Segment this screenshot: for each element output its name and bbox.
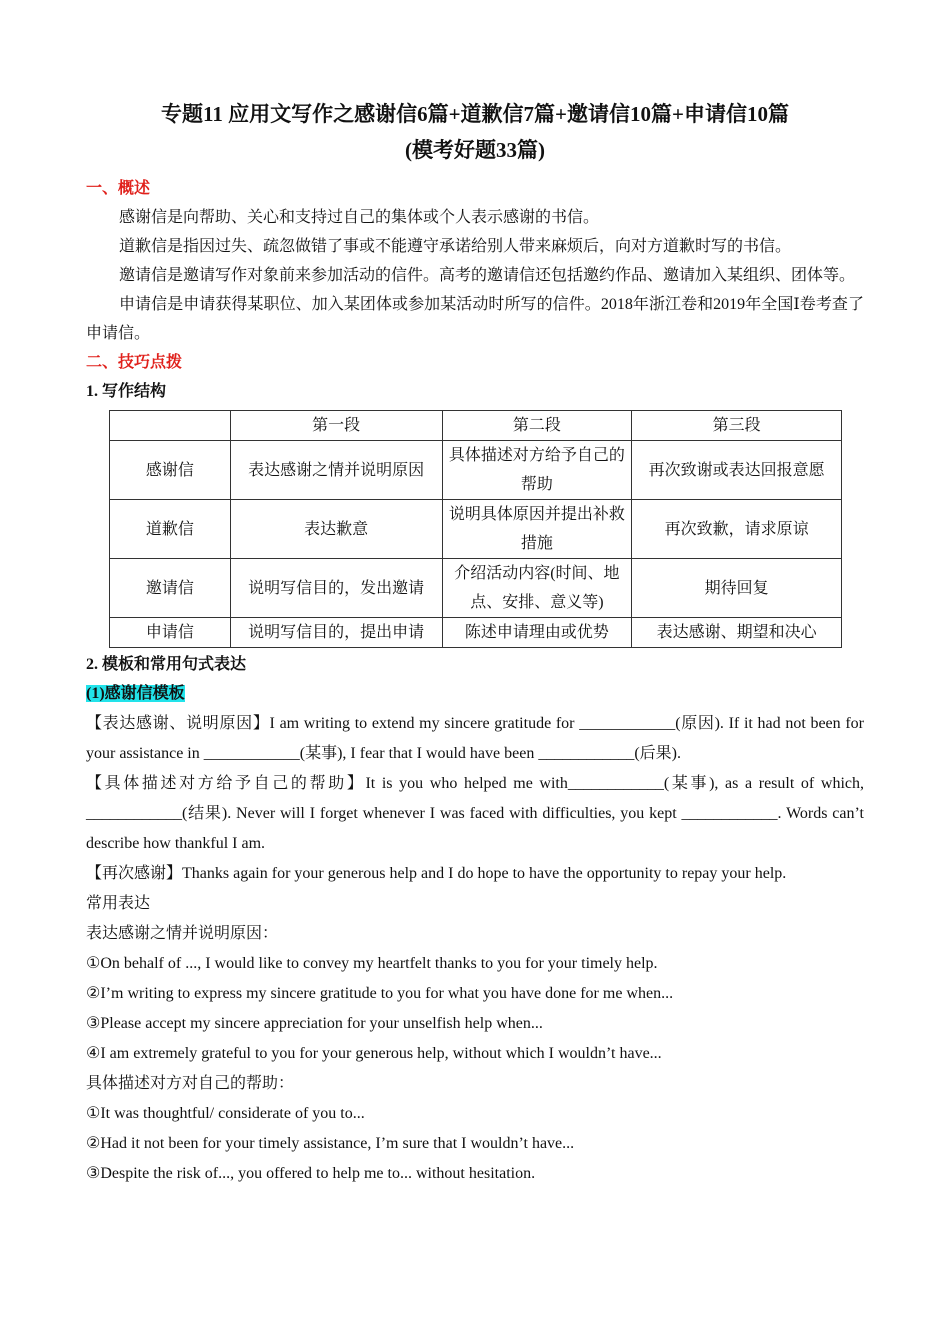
sub-heading-templates: 2. 模板和常用句式表达 xyxy=(86,656,247,673)
section2-heading: 二、技巧点拨 xyxy=(86,354,183,371)
table-cell: 期待回复 xyxy=(632,559,842,618)
common-expressions-label: 常用表达 xyxy=(86,895,151,912)
para-invitation-def: 邀请信是邀请写作对象前来参加活动的信件。高考的邀请信还包括邀约作品、邀请加入某组织、团体等。 xyxy=(119,267,856,284)
table-cell: 感谢信 xyxy=(110,441,231,500)
para-application-def: 申请信是申请获得某职位、加入某团体或参加某活动时所写的信件。2018年浙江卷和2019年全国Ⅰ卷考查了申请信。 xyxy=(86,296,864,342)
table-cell: 说明写信目的，发出邀请 xyxy=(230,559,442,618)
table-cell: 再次致谢或表达回报意愿 xyxy=(632,441,842,500)
table-row xyxy=(110,618,842,648)
sub-heading-structure: 1. 写作结构 xyxy=(86,383,167,400)
table-header-cell xyxy=(110,411,231,441)
table-header-cell: 第三段 xyxy=(632,411,842,441)
para-apology-def: 道歉信是指因过失、疏忽做错了事或不能遵守承诺给别人带来麻烦后，向对方道歉时写的书信。 xyxy=(119,238,792,255)
template-label-wrap xyxy=(86,679,864,709)
table-cell: 表达感谢之情并说明原因 xyxy=(230,441,442,500)
expression-item: ③Please accept my sincere appreciation for your unselfish help when... xyxy=(86,1015,543,1032)
group2-label: 具体描述对方对自己的帮助： xyxy=(86,1075,295,1092)
table-cell: 再次致歉，请求原谅 xyxy=(632,500,842,559)
document-page xyxy=(86,96,864,1189)
group1-label: 表达感谢之情并说明原因： xyxy=(86,925,279,942)
template-line: 【具体描述对方给予自己的帮助】It is you who helped me with____________(某事), as a result of which, ____________(结果). Never will I forget whenever I was faced with difficulties, you kept ____________. Words can’t describe how thankful I am. xyxy=(86,775,864,852)
structure-table xyxy=(109,410,842,648)
template-line: 【再次感谢】Thanks again for your generous help and I do hope to have the opportunity to repay your help. xyxy=(86,865,787,882)
table-cell: 说明写信目的，提出申请 xyxy=(230,618,442,648)
table-header-row xyxy=(110,411,842,441)
table-cell: 表达感谢、期望和决心 xyxy=(632,618,842,648)
section1-heading: 一、概述 xyxy=(86,180,151,197)
table-cell: 邀请信 xyxy=(110,559,231,618)
template-line: 【表达感谢、说明原因】I am writing to extend my sincere gratitude for ____________(原因). If it had not been for your assistance in ____________(某事), I fear that I would have been ____________(后果). xyxy=(86,715,864,762)
expression-item: ②I’m writing to express my sincere gratitude to you for what you have done for me when... xyxy=(86,985,674,1002)
table-cell: 陈述申请理由或优势 xyxy=(442,618,632,648)
expression-item: ④I am extremely grateful to you for your generous help, without which I wouldn’t have... xyxy=(86,1045,662,1062)
expression-item: ③Despite the risk of..., you offered to help me to... without hesitation. xyxy=(86,1165,536,1182)
doc-title: 专题11 应用文写作之感谢信6篇+道歉信7篇+邀请信10篇+申请信10篇 xyxy=(161,102,789,126)
table-row xyxy=(110,500,842,559)
table-header-cell: 第二段 xyxy=(442,411,632,441)
table-cell: 说明具体原因并提出补救措施 xyxy=(442,500,632,559)
doc-subtitle: (模考好题33篇) xyxy=(405,138,545,162)
para-thanks-def: 感谢信是向帮助、关心和支持过自己的集体或个人表示感谢的书信。 xyxy=(119,209,600,226)
table-header-cell: 第一段 xyxy=(230,411,442,441)
expression-item: ②Had it not been for your timely assistance, I’m sure that I wouldn’t have... xyxy=(86,1135,575,1152)
table-cell: 申请信 xyxy=(110,618,231,648)
table-cell: 具体描述对方给予自己的帮助 xyxy=(442,441,632,500)
expression-item: ①It was thoughtful/ considerate of you to... xyxy=(86,1105,365,1122)
table-cell: 表达歉意 xyxy=(230,500,442,559)
table-cell: 道歉信 xyxy=(110,500,231,559)
table-row xyxy=(110,441,842,500)
expression-item: ①On behalf of ..., I would like to convey my heartfelt thanks to you for your timely help. xyxy=(86,955,658,972)
template-label: (1)感谢信模板 xyxy=(86,685,185,702)
table-row xyxy=(110,559,842,618)
table-cell: 介绍活动内容(时间、地点、安排、意义等) xyxy=(442,559,632,618)
